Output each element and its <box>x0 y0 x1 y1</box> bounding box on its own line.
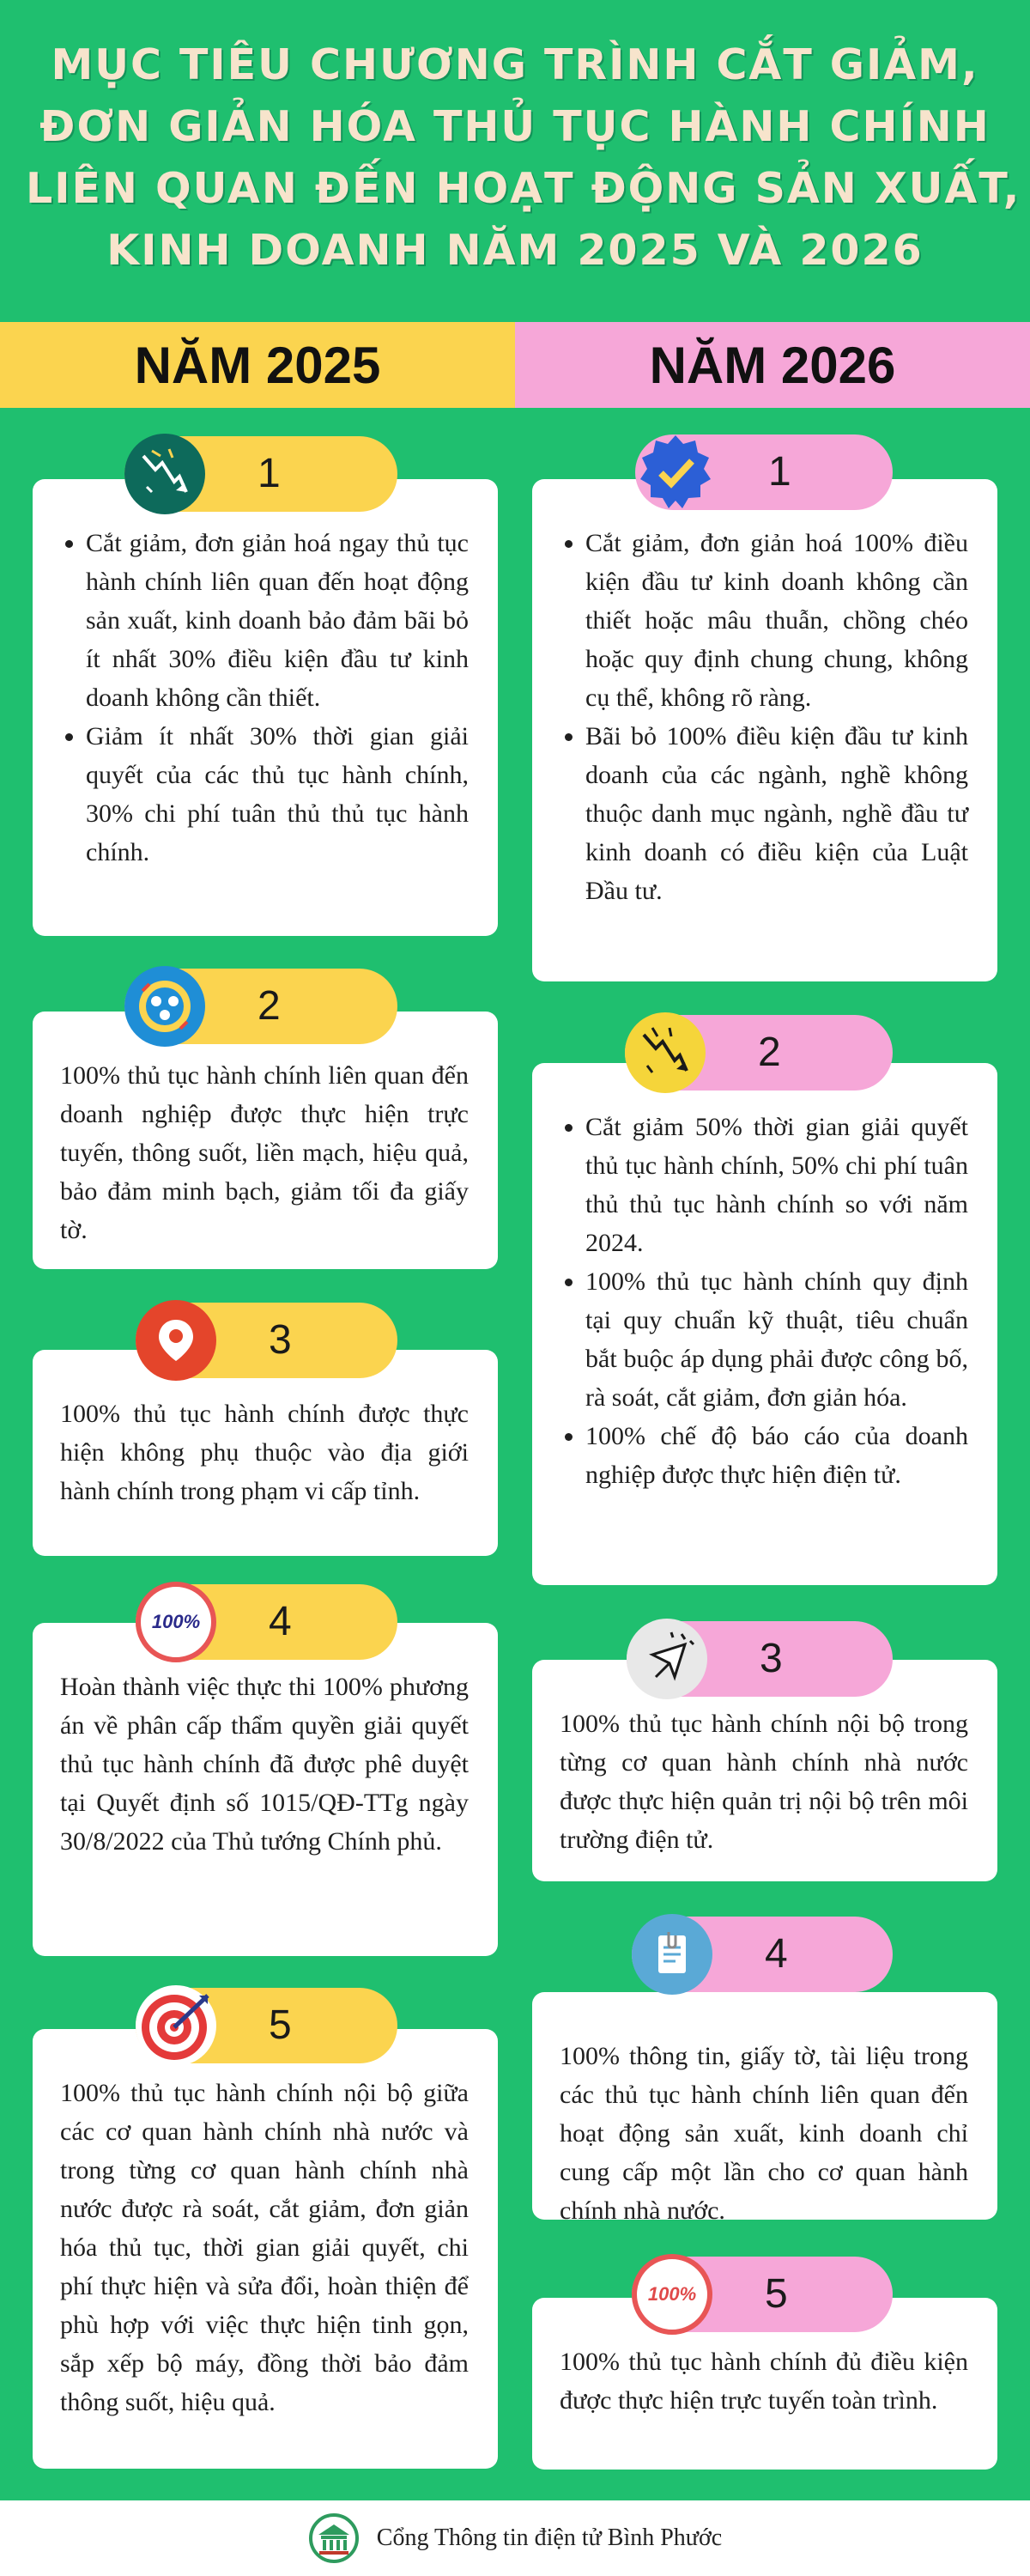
item-number: 1 <box>258 451 281 496</box>
trend-down-icon <box>625 1012 706 1093</box>
year-2026-header: NĂM 2026 <box>515 322 1030 408</box>
badge-2026-4 <box>632 1917 893 1992</box>
percent-100-icon-label: 100% <box>151 1611 201 1632</box>
title-line-4: KINH DOANH NĂM 2025 VÀ 2026 <box>106 226 924 275</box>
card-2025-4 <box>33 1623 498 1956</box>
verified-badge-icon <box>635 432 716 513</box>
bullet-list <box>60 524 469 872</box>
card-2025-2 <box>33 1012 498 1269</box>
card-text: 100% thủ tục hành chính liên quan đến doanh nghiệp được thực hiện trực tuyến, thông suốt, liền mạch, hiệu quả, bảo đảm minh bạch, giảm tối đa giấy tờ. <box>60 1061 469 1244</box>
item-number: 4 <box>269 1599 292 1644</box>
percent-100-icon-label: 100% <box>647 2283 697 2305</box>
badge-2025-2 <box>124 969 397 1044</box>
target-icon <box>136 1985 216 2066</box>
card-2025-1 <box>33 479 498 936</box>
bullet-list <box>560 524 968 910</box>
bullet-item: • Bãi bỏ 100% điều kiện đầu tư kinh doanh của các ngành, nghề không thuộc danh mục ngành, nghề đầu tư kinh doanh có điều kiện của Luật Đầu tư. <box>585 717 968 910</box>
footer <box>0 2500 1030 2576</box>
trend-down-icon <box>124 434 205 514</box>
badge-2025-1 <box>124 436 397 512</box>
card-text: 100% thủ tục hành chính nội bộ trong từng cơ quan hành chính nhà nước được thực hiện quản trị nội bộ trên môi trường điện tử. <box>560 1710 968 1854</box>
bullet-item: • 100% chế độ báo cáo của doanh nghiệp được thực hiện điện tử. <box>585 1417 968 1494</box>
document-clip-icon <box>632 1914 712 1995</box>
badge-2025-4 <box>136 1584 397 1660</box>
card-text: 100% thủ tục hành chính nội bộ giữa các cơ quan hành chính nhà nước và trong từng cơ quan hành chính nhà nước được rà soát, cắt giảm, đơn giản hóa thủ tục, thời gian giải quyết, chi phí thực hiện và sửa đổi, hoàn thiện để phù hợp với việc thực hiện tinh gọn, sắp xếp bộ máy, đồng thời bảo đảm thông suốt, hiệu quả. <box>60 2079 469 2416</box>
percent-100-icon <box>136 1582 216 1662</box>
card-2025-3 <box>33 1350 498 1556</box>
title-line-1: MỤC TIÊU CHƯƠNG TRÌNH CẮT GIẢM, <box>51 40 979 89</box>
card-2025-5 <box>33 2029 498 2469</box>
bullet-item: • Cắt giảm, đơn giản hoá ngay thủ tục hành chính liên quan đến hoạt động sản xuất, kinh doanh bảo đảm bãi bỏ ít nhất 30% điều kiện đầu tư kinh doanh không cần thiết. <box>86 524 469 717</box>
card-text: 100% thông tin, giấy tờ, tài liệu trong các thủ tục hành chính liên quan đến hoạt động sản xuất, kinh doanh chỉ cung cấp một lần cho cơ quan hành chính nhà nước. <box>560 2042 968 2225</box>
bullet-list <box>560 1108 968 1494</box>
bullet-item: • Cắt giảm, đơn giản hoá 100% điều kiện đầu tư kinh doanh không cần thiết hoặc mâu thuẫn, chồng chéo hoặc quy định chung chung, không cụ thể, không rõ ràng. <box>585 524 968 717</box>
cursor-click-icon <box>627 1619 707 1699</box>
bullet-item: • Cắt giảm 50% thời gian giải quyết thủ tục hành chính, 50% chi phí tuân thủ thủ tục hành chính so với năm 2024. <box>585 1108 968 1262</box>
item-number: 1 <box>768 449 791 495</box>
page-title <box>26 34 1021 282</box>
item-number: 2 <box>758 1030 781 1075</box>
item-number: 5 <box>269 2002 292 2048</box>
bullet-item: • Giảm ít nhất 30% thời gian giải quyết của các thủ tục hành chính, 30% chi phí tuân thủ thủ tục hành chính. <box>86 717 469 872</box>
badge-2026-3 <box>627 1621 893 1697</box>
item-number: 5 <box>765 2271 788 2317</box>
card-2026-1 <box>532 479 997 981</box>
card-2026-2 <box>532 1063 997 1585</box>
card-2026-4 <box>532 1992 997 2225</box>
badge-2026-2 <box>625 1015 893 1091</box>
badge-2026-1 <box>635 434 893 510</box>
title-line-2: ĐƠN GIẢN HÓA THỦ TỤC HÀNH CHÍNH <box>39 102 991 151</box>
badge-2025-3 <box>136 1303 397 1378</box>
card-text: 100% thủ tục hành chính đủ điều kiện được thực hiện trực tuyến toàn trình. <box>560 2348 968 2415</box>
item-number: 3 <box>760 1636 783 1681</box>
card-text: 100% thủ tục hành chính được thực hiện không phụ thuộc vào địa giới hành chính trong phạm vi cấp tỉnh. <box>60 1400 469 1505</box>
location-pin-icon <box>136 1300 216 1381</box>
year-2025-header: NĂM 2025 <box>0 322 515 408</box>
government-building-logo <box>308 2512 360 2564</box>
footer-text: Cổng Thông tin điện tử Bình Phước <box>376 2524 723 2551</box>
team-cycle-icon <box>124 966 205 1047</box>
percent-100-icon <box>632 2254 712 2335</box>
bullet-item: • 100% thủ tục hành chính quy định tại quy chuẩn kỹ thuật, tiêu chuẩn bắt buộc áp dụng phải được công bố, rà soát, cắt giảm, đơn giản hóa. <box>585 1262 968 1417</box>
title-line-3: LIÊN QUAN ĐẾN HOẠT ĐỘNG SẢN XUẤT, <box>26 164 1021 213</box>
item-number: 4 <box>765 1931 788 1977</box>
badge-2026-5 <box>632 2257 893 2332</box>
item-number: 2 <box>258 983 281 1029</box>
card-text: Hoàn thành việc thực thi 100% phương án về phân cấp thẩm quyền giải quyết thủ tục hành chính đã được phê duyệt tại Quyết định số 1015/QĐ-TTg ngày 30/8/2022 của Thủ tướng Chính phủ. <box>60 1673 469 1856</box>
item-number: 3 <box>269 1317 292 1363</box>
badge-2025-5 <box>136 1988 397 2063</box>
